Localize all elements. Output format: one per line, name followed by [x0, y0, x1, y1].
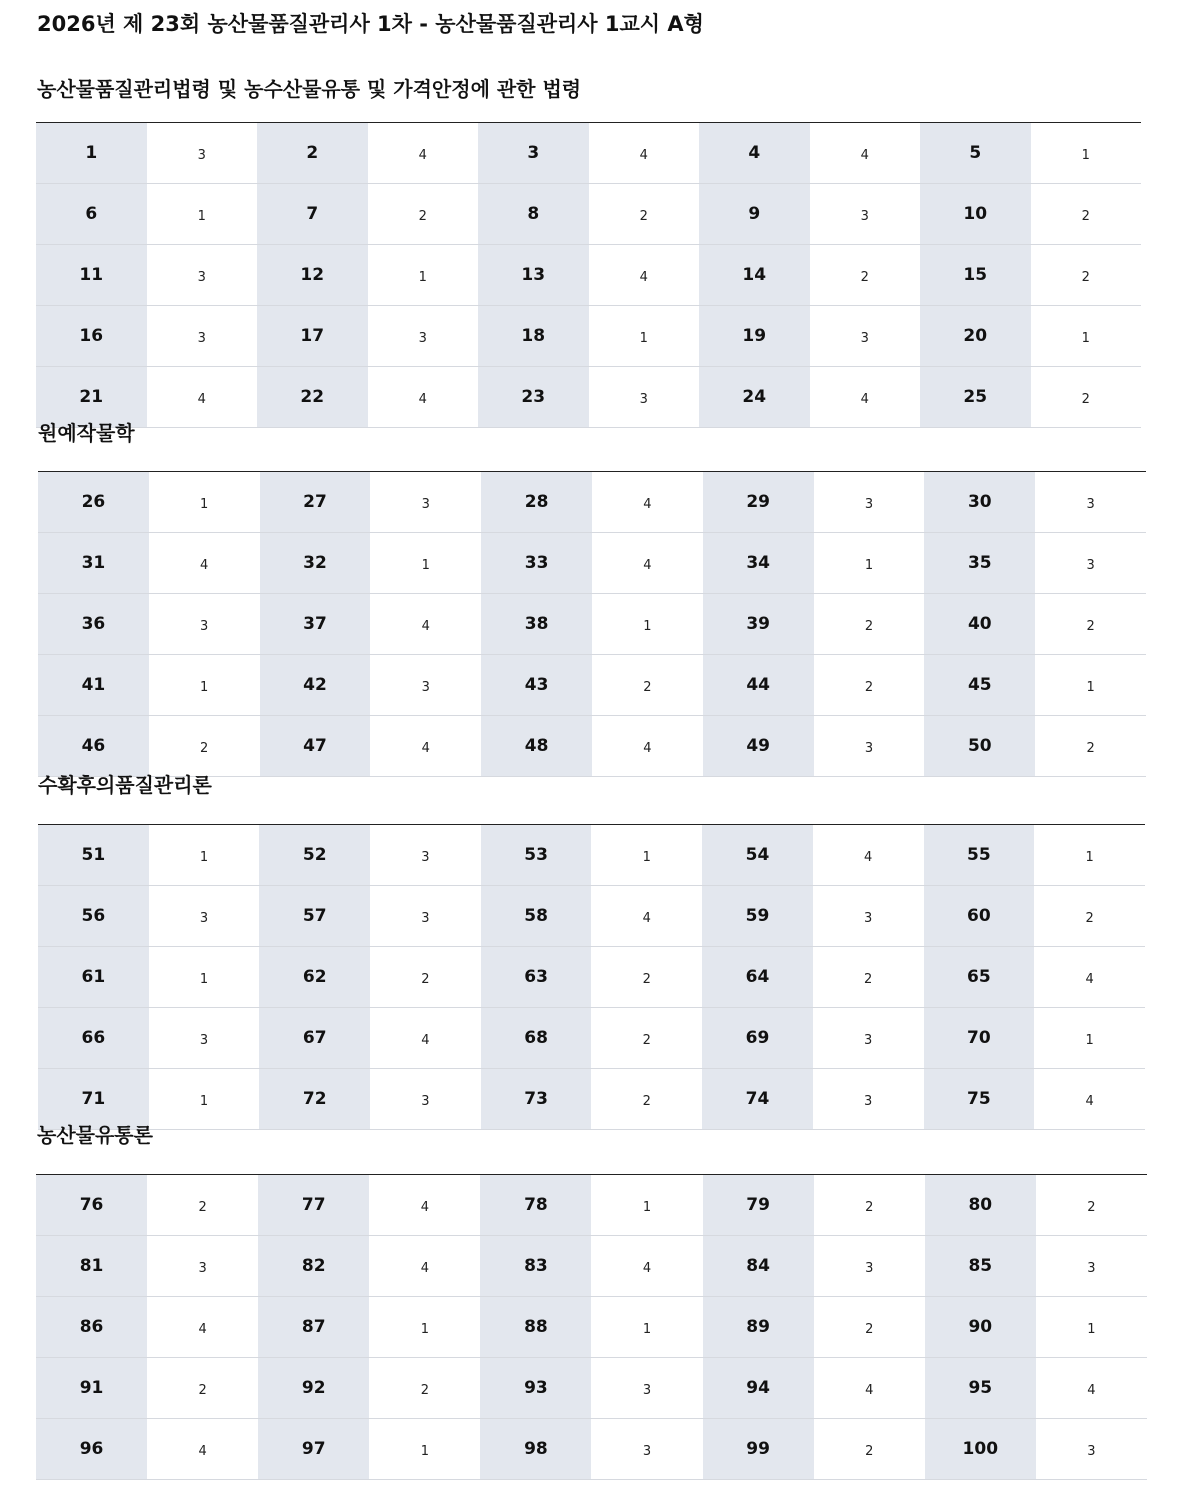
answer-value: 1 [591, 825, 702, 886]
question-number: 32 [260, 533, 371, 594]
answer-value: 2 [1035, 716, 1146, 777]
answer-value: 2 [592, 655, 703, 716]
question-number: 84 [703, 1236, 814, 1297]
question-number: 94 [703, 1358, 814, 1419]
question-number: 5 [920, 123, 1031, 184]
table-row [36, 123, 1141, 184]
question-number: 8 [478, 184, 589, 245]
answer-value: 4 [1034, 1069, 1145, 1130]
question-number: 97 [258, 1419, 369, 1480]
answer-value: 1 [591, 1175, 702, 1236]
answer-value: 2 [591, 947, 702, 1008]
question-number: 43 [481, 655, 592, 716]
question-number: 56 [38, 886, 149, 947]
answer-value: 3 [370, 472, 481, 533]
answer-value: 4 [147, 367, 258, 428]
answer-value: 4 [592, 472, 703, 533]
question-number: 60 [924, 886, 1035, 947]
answer-value: 3 [810, 184, 921, 245]
answer-value: 3 [147, 306, 258, 367]
answer-value: 1 [149, 1069, 260, 1130]
question-number: 71 [38, 1069, 149, 1130]
answer-value: 3 [814, 1236, 925, 1297]
question-number: 74 [702, 1069, 813, 1130]
answer-value: 1 [147, 184, 258, 245]
question-number: 81 [36, 1236, 147, 1297]
table-row [36, 184, 1141, 245]
table-row [38, 533, 1146, 594]
answer-value: 3 [814, 472, 925, 533]
table-row [36, 1419, 1147, 1480]
question-number: 54 [702, 825, 813, 886]
answer-value: 3 [147, 123, 258, 184]
answer-value: 4 [1034, 947, 1145, 1008]
answer-value: 3 [589, 367, 700, 428]
answer-value: 2 [814, 1297, 925, 1358]
answer-value: 3 [149, 594, 260, 655]
answer-value: 3 [813, 886, 924, 947]
answer-value: 1 [1034, 1008, 1145, 1069]
answer-value: 2 [1031, 367, 1142, 428]
answer-value: 1 [149, 655, 260, 716]
answer-value: 2 [1031, 245, 1142, 306]
answer-value: 1 [149, 825, 260, 886]
question-number: 85 [925, 1236, 1036, 1297]
question-number: 90 [925, 1297, 1036, 1358]
answer-value: 1 [1035, 655, 1146, 716]
question-number: 100 [925, 1419, 1036, 1480]
question-number: 19 [699, 306, 810, 367]
answer-value: 1 [369, 1297, 480, 1358]
question-number: 42 [260, 655, 371, 716]
answer-value: 4 [589, 123, 700, 184]
answer-value: 3 [370, 886, 481, 947]
answer-value: 3 [810, 306, 921, 367]
question-number: 79 [703, 1175, 814, 1236]
answer-value: 4 [370, 594, 481, 655]
answer-value: 4 [592, 716, 703, 777]
answer-value: 1 [591, 1297, 702, 1358]
question-number: 20 [920, 306, 1031, 367]
question-number: 36 [38, 594, 149, 655]
answer-value: 4 [369, 1236, 480, 1297]
answer-value: 4 [368, 367, 479, 428]
answer-value: 3 [370, 825, 481, 886]
question-number: 86 [36, 1297, 147, 1358]
answer-value: 3 [1035, 472, 1146, 533]
answer-value: 2 [591, 1008, 702, 1069]
question-number: 34 [703, 533, 814, 594]
table-row [36, 1175, 1147, 1236]
answer-table [38, 471, 1146, 777]
answer-value: 4 [591, 886, 702, 947]
table-row [36, 245, 1141, 306]
question-number: 99 [703, 1419, 814, 1480]
answer-value: 2 [369, 1358, 480, 1419]
question-number: 75 [924, 1069, 1035, 1130]
answer-value: 4 [370, 716, 481, 777]
question-number: 31 [38, 533, 149, 594]
answer-value: 3 [370, 1069, 481, 1130]
question-number: 44 [703, 655, 814, 716]
question-number: 7 [257, 184, 368, 245]
answer-value: 1 [370, 533, 481, 594]
question-number: 69 [702, 1008, 813, 1069]
answer-value: 2 [147, 1358, 258, 1419]
answer-value: 3 [149, 886, 260, 947]
question-number: 95 [925, 1358, 1036, 1419]
answer-value: 2 [368, 184, 479, 245]
question-number: 45 [924, 655, 1035, 716]
answer-value: 4 [813, 825, 924, 886]
answer-value: 1 [1034, 825, 1145, 886]
question-number: 29 [703, 472, 814, 533]
question-number: 91 [36, 1358, 147, 1419]
answer-value: 3 [1036, 1419, 1147, 1480]
question-number: 3 [478, 123, 589, 184]
question-number: 25 [920, 367, 1031, 428]
table-row [38, 655, 1146, 716]
question-number: 38 [481, 594, 592, 655]
question-number: 76 [36, 1175, 147, 1236]
answer-value: 3 [813, 1008, 924, 1069]
question-number: 47 [260, 716, 371, 777]
answer-value: 3 [370, 655, 481, 716]
page-title: 2026년 제 23회 농산물품질관리사 1차 - 농산물품질관리사 1교시 A형 [37, 12, 704, 36]
question-number: 21 [36, 367, 147, 428]
question-number: 13 [478, 245, 589, 306]
question-number: 9 [699, 184, 810, 245]
answer-value: 3 [813, 1069, 924, 1130]
table-row [38, 1069, 1145, 1130]
question-number: 92 [258, 1358, 369, 1419]
question-number: 78 [480, 1175, 591, 1236]
answer-value: 2 [814, 1419, 925, 1480]
question-number: 40 [924, 594, 1035, 655]
answer-value: 4 [147, 1297, 258, 1358]
question-number: 72 [259, 1069, 370, 1130]
question-number: 73 [481, 1069, 592, 1130]
question-number: 46 [38, 716, 149, 777]
question-number: 27 [260, 472, 371, 533]
answer-value: 3 [147, 245, 258, 306]
answer-value: 1 [1036, 1297, 1147, 1358]
table-row [36, 1358, 1147, 1419]
answer-value: 2 [813, 947, 924, 1008]
answer-value: 3 [591, 1419, 702, 1480]
question-number: 10 [920, 184, 1031, 245]
answer-value: 1 [369, 1419, 480, 1480]
section-title: 수확후의품질관리론 [38, 773, 212, 797]
question-number: 23 [478, 367, 589, 428]
answer-value: 2 [814, 655, 925, 716]
question-number: 30 [924, 472, 1035, 533]
answer-value: 4 [592, 533, 703, 594]
answer-value: 2 [1034, 886, 1145, 947]
question-number: 2 [257, 123, 368, 184]
question-number: 49 [703, 716, 814, 777]
question-number: 87 [258, 1297, 369, 1358]
answer-table [36, 122, 1141, 428]
table-row [38, 886, 1145, 947]
question-number: 70 [924, 1008, 1035, 1069]
answer-table [36, 1174, 1147, 1480]
answer-value: 4 [369, 1175, 480, 1236]
question-number: 14 [699, 245, 810, 306]
table-row [36, 306, 1141, 367]
question-number: 77 [258, 1175, 369, 1236]
table-row [38, 1008, 1145, 1069]
question-number: 80 [925, 1175, 1036, 1236]
table-row [36, 1297, 1147, 1358]
answer-value: 2 [370, 947, 481, 1008]
table-row [38, 472, 1146, 533]
answer-value: 2 [1031, 184, 1142, 245]
section-title: 농산물유통론 [37, 1123, 153, 1147]
answer-value: 2 [814, 594, 925, 655]
answer-value: 3 [1035, 533, 1146, 594]
question-number: 37 [260, 594, 371, 655]
question-number: 1 [36, 123, 147, 184]
question-number: 62 [259, 947, 370, 1008]
question-number: 53 [481, 825, 592, 886]
question-number: 15 [920, 245, 1031, 306]
answer-value: 4 [810, 123, 921, 184]
table-row [36, 1236, 1147, 1297]
answer-value: 3 [814, 716, 925, 777]
question-number: 12 [257, 245, 368, 306]
answer-value: 1 [1031, 123, 1142, 184]
question-number: 61 [38, 947, 149, 1008]
answer-value: 4 [591, 1236, 702, 1297]
question-number: 67 [259, 1008, 370, 1069]
question-number: 16 [36, 306, 147, 367]
question-number: 48 [481, 716, 592, 777]
question-number: 93 [480, 1358, 591, 1419]
table-row [38, 825, 1145, 886]
question-number: 6 [36, 184, 147, 245]
question-number: 28 [481, 472, 592, 533]
answer-value: 3 [368, 306, 479, 367]
answer-value: 2 [589, 184, 700, 245]
question-number: 82 [258, 1236, 369, 1297]
question-number: 41 [38, 655, 149, 716]
question-number: 35 [924, 533, 1035, 594]
answer-table [38, 824, 1145, 1130]
answer-value: 4 [149, 533, 260, 594]
answer-value: 1 [149, 472, 260, 533]
answer-value: 4 [1036, 1358, 1147, 1419]
question-number: 66 [38, 1008, 149, 1069]
answer-value: 4 [368, 123, 479, 184]
question-number: 68 [481, 1008, 592, 1069]
question-number: 22 [257, 367, 368, 428]
question-number: 26 [38, 472, 149, 533]
table-row [38, 947, 1145, 1008]
question-number: 59 [702, 886, 813, 947]
question-number: 17 [257, 306, 368, 367]
answer-value: 2 [147, 1175, 258, 1236]
question-number: 83 [480, 1236, 591, 1297]
question-number: 89 [703, 1297, 814, 1358]
question-number: 51 [38, 825, 149, 886]
question-number: 65 [924, 947, 1035, 1008]
question-number: 96 [36, 1419, 147, 1480]
answer-value: 2 [149, 716, 260, 777]
answer-value: 1 [149, 947, 260, 1008]
answer-value: 1 [814, 533, 925, 594]
answer-value: 2 [1036, 1175, 1147, 1236]
answer-value: 2 [1035, 594, 1146, 655]
question-number: 4 [699, 123, 810, 184]
table-row [38, 716, 1146, 777]
question-number: 52 [259, 825, 370, 886]
answer-value: 3 [149, 1008, 260, 1069]
question-number: 24 [699, 367, 810, 428]
question-number: 88 [480, 1297, 591, 1358]
answer-value: 1 [1031, 306, 1142, 367]
question-number: 63 [481, 947, 592, 1008]
answer-value: 1 [592, 594, 703, 655]
answer-value: 4 [147, 1419, 258, 1480]
answer-value: 3 [1036, 1236, 1147, 1297]
answer-value: 2 [814, 1175, 925, 1236]
section-title: 원예작물학 [38, 421, 135, 445]
question-number: 64 [702, 947, 813, 1008]
question-number: 39 [703, 594, 814, 655]
answer-value: 2 [810, 245, 921, 306]
table-row [36, 367, 1141, 428]
question-number: 58 [481, 886, 592, 947]
answer-value: 3 [591, 1358, 702, 1419]
question-number: 33 [481, 533, 592, 594]
answer-value: 3 [147, 1236, 258, 1297]
question-number: 18 [478, 306, 589, 367]
question-number: 55 [924, 825, 1035, 886]
answer-value: 1 [589, 306, 700, 367]
question-number: 57 [259, 886, 370, 947]
answer-value: 4 [814, 1358, 925, 1419]
answer-value: 4 [810, 367, 921, 428]
question-number: 50 [924, 716, 1035, 777]
answer-value: 4 [589, 245, 700, 306]
section-title: 농산물품질관리법령 및 농수산물유통 및 가격안정에 관한 법령 [37, 77, 582, 101]
question-number: 98 [480, 1419, 591, 1480]
answer-value: 2 [591, 1069, 702, 1130]
answer-value: 4 [370, 1008, 481, 1069]
question-number: 11 [36, 245, 147, 306]
answer-value: 1 [368, 245, 479, 306]
table-row [38, 594, 1146, 655]
